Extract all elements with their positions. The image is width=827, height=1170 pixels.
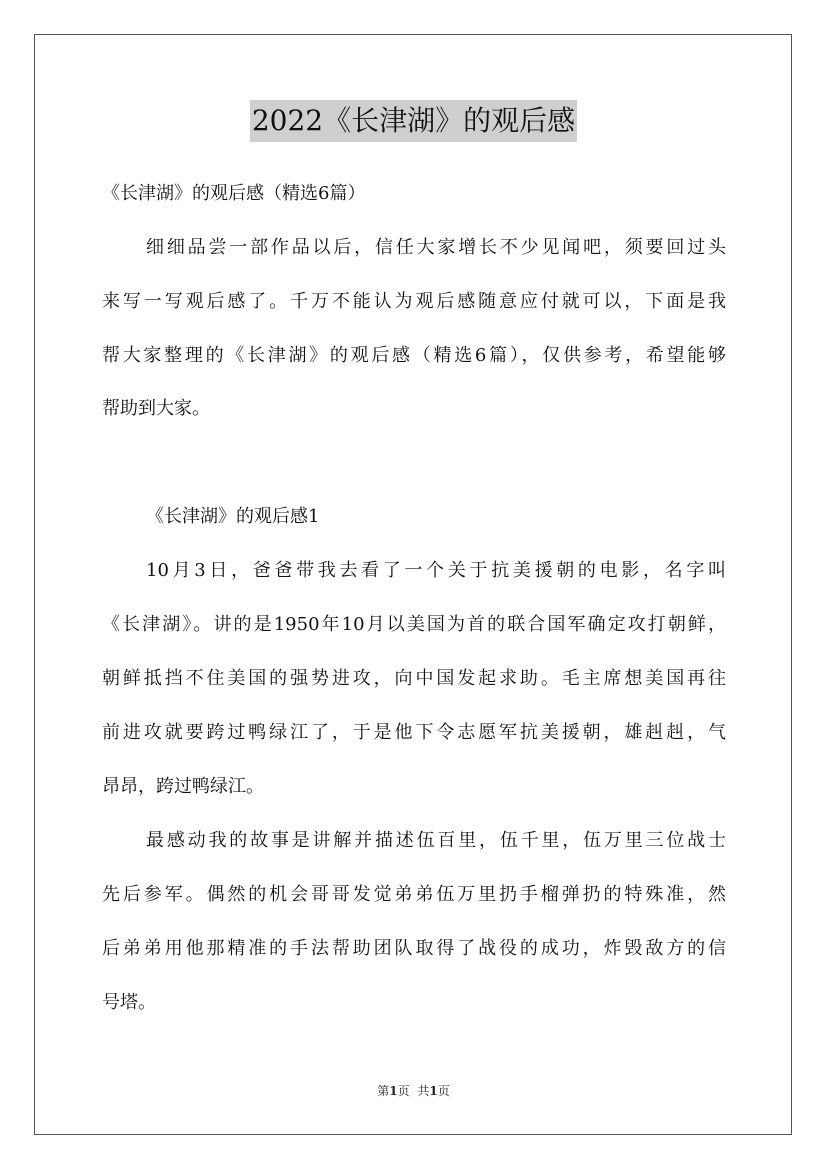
intro-line-1: 细细品尝一部作品以后，信任大家增长不少见闻吧，须要回过头 bbox=[146, 237, 726, 258]
footer-total-prefix: 共 bbox=[417, 1084, 430, 1098]
document-title: 2022《长津湖》的观后感 bbox=[250, 100, 577, 142]
para2-line-1: 最感动我的故事是讲解并描述伍百里，伍千里，伍万里三位战士 bbox=[146, 830, 726, 851]
para1-line-4: 前进攻就要跨过鸭绿江了，于是他下令志愿军抗美援朝，雄赳赳，气 bbox=[102, 722, 726, 743]
para2-line-2: 先后参军。偶然的机会哥哥发觉弟弟伍万里扔手榴弹扔的特殊准，然 bbox=[102, 884, 726, 905]
intro-line-4: 帮助到大家。 bbox=[102, 398, 210, 419]
footer-page-prefix: 第 bbox=[377, 1084, 390, 1098]
para1-line-5: 昂昂，跨过鸭绿江。 bbox=[102, 776, 264, 797]
footer-page-suffix: 页 bbox=[397, 1084, 410, 1098]
title-container bbox=[0, 100, 827, 142]
footer-total-number: 1 bbox=[429, 1084, 438, 1098]
para2-line-4: 号塔。 bbox=[102, 992, 156, 1013]
para2-line-3: 后弟弟用他那精准的手法帮助团队取得了战役的成功，炸毁敌方的信 bbox=[102, 938, 726, 959]
footer-page-number: 1 bbox=[389, 1084, 398, 1098]
para1-line-2: 《长津湖》。讲的是1950年10月以美国为首的联合国军确定攻打朝鲜， bbox=[102, 614, 726, 635]
para1-line-3: 朝鲜抵挡不住美国的强势进攻，向中国发起求助。毛主席想美国再往 bbox=[102, 668, 726, 689]
intro-line-2: 来写一写观后感了。千万不能认为观后感随意应付就可以，下面是我 bbox=[102, 291, 726, 312]
document-subtitle: 《长津湖》的观后感（精选6篇） bbox=[102, 183, 366, 204]
para1-line-1: 10月3日，爸爸带我去看了一个关于抗美援朝的电影，名字叫 bbox=[146, 560, 726, 581]
section-heading: 《长津湖》的观后感1 bbox=[146, 506, 320, 527]
intro-line-3: 帮大家整理的《长津湖》的观后感（精选6篇），仅供参考，希望能够 bbox=[102, 345, 726, 366]
page-footer bbox=[0, 1083, 827, 1099]
footer-total-suffix: 页 bbox=[437, 1084, 450, 1098]
